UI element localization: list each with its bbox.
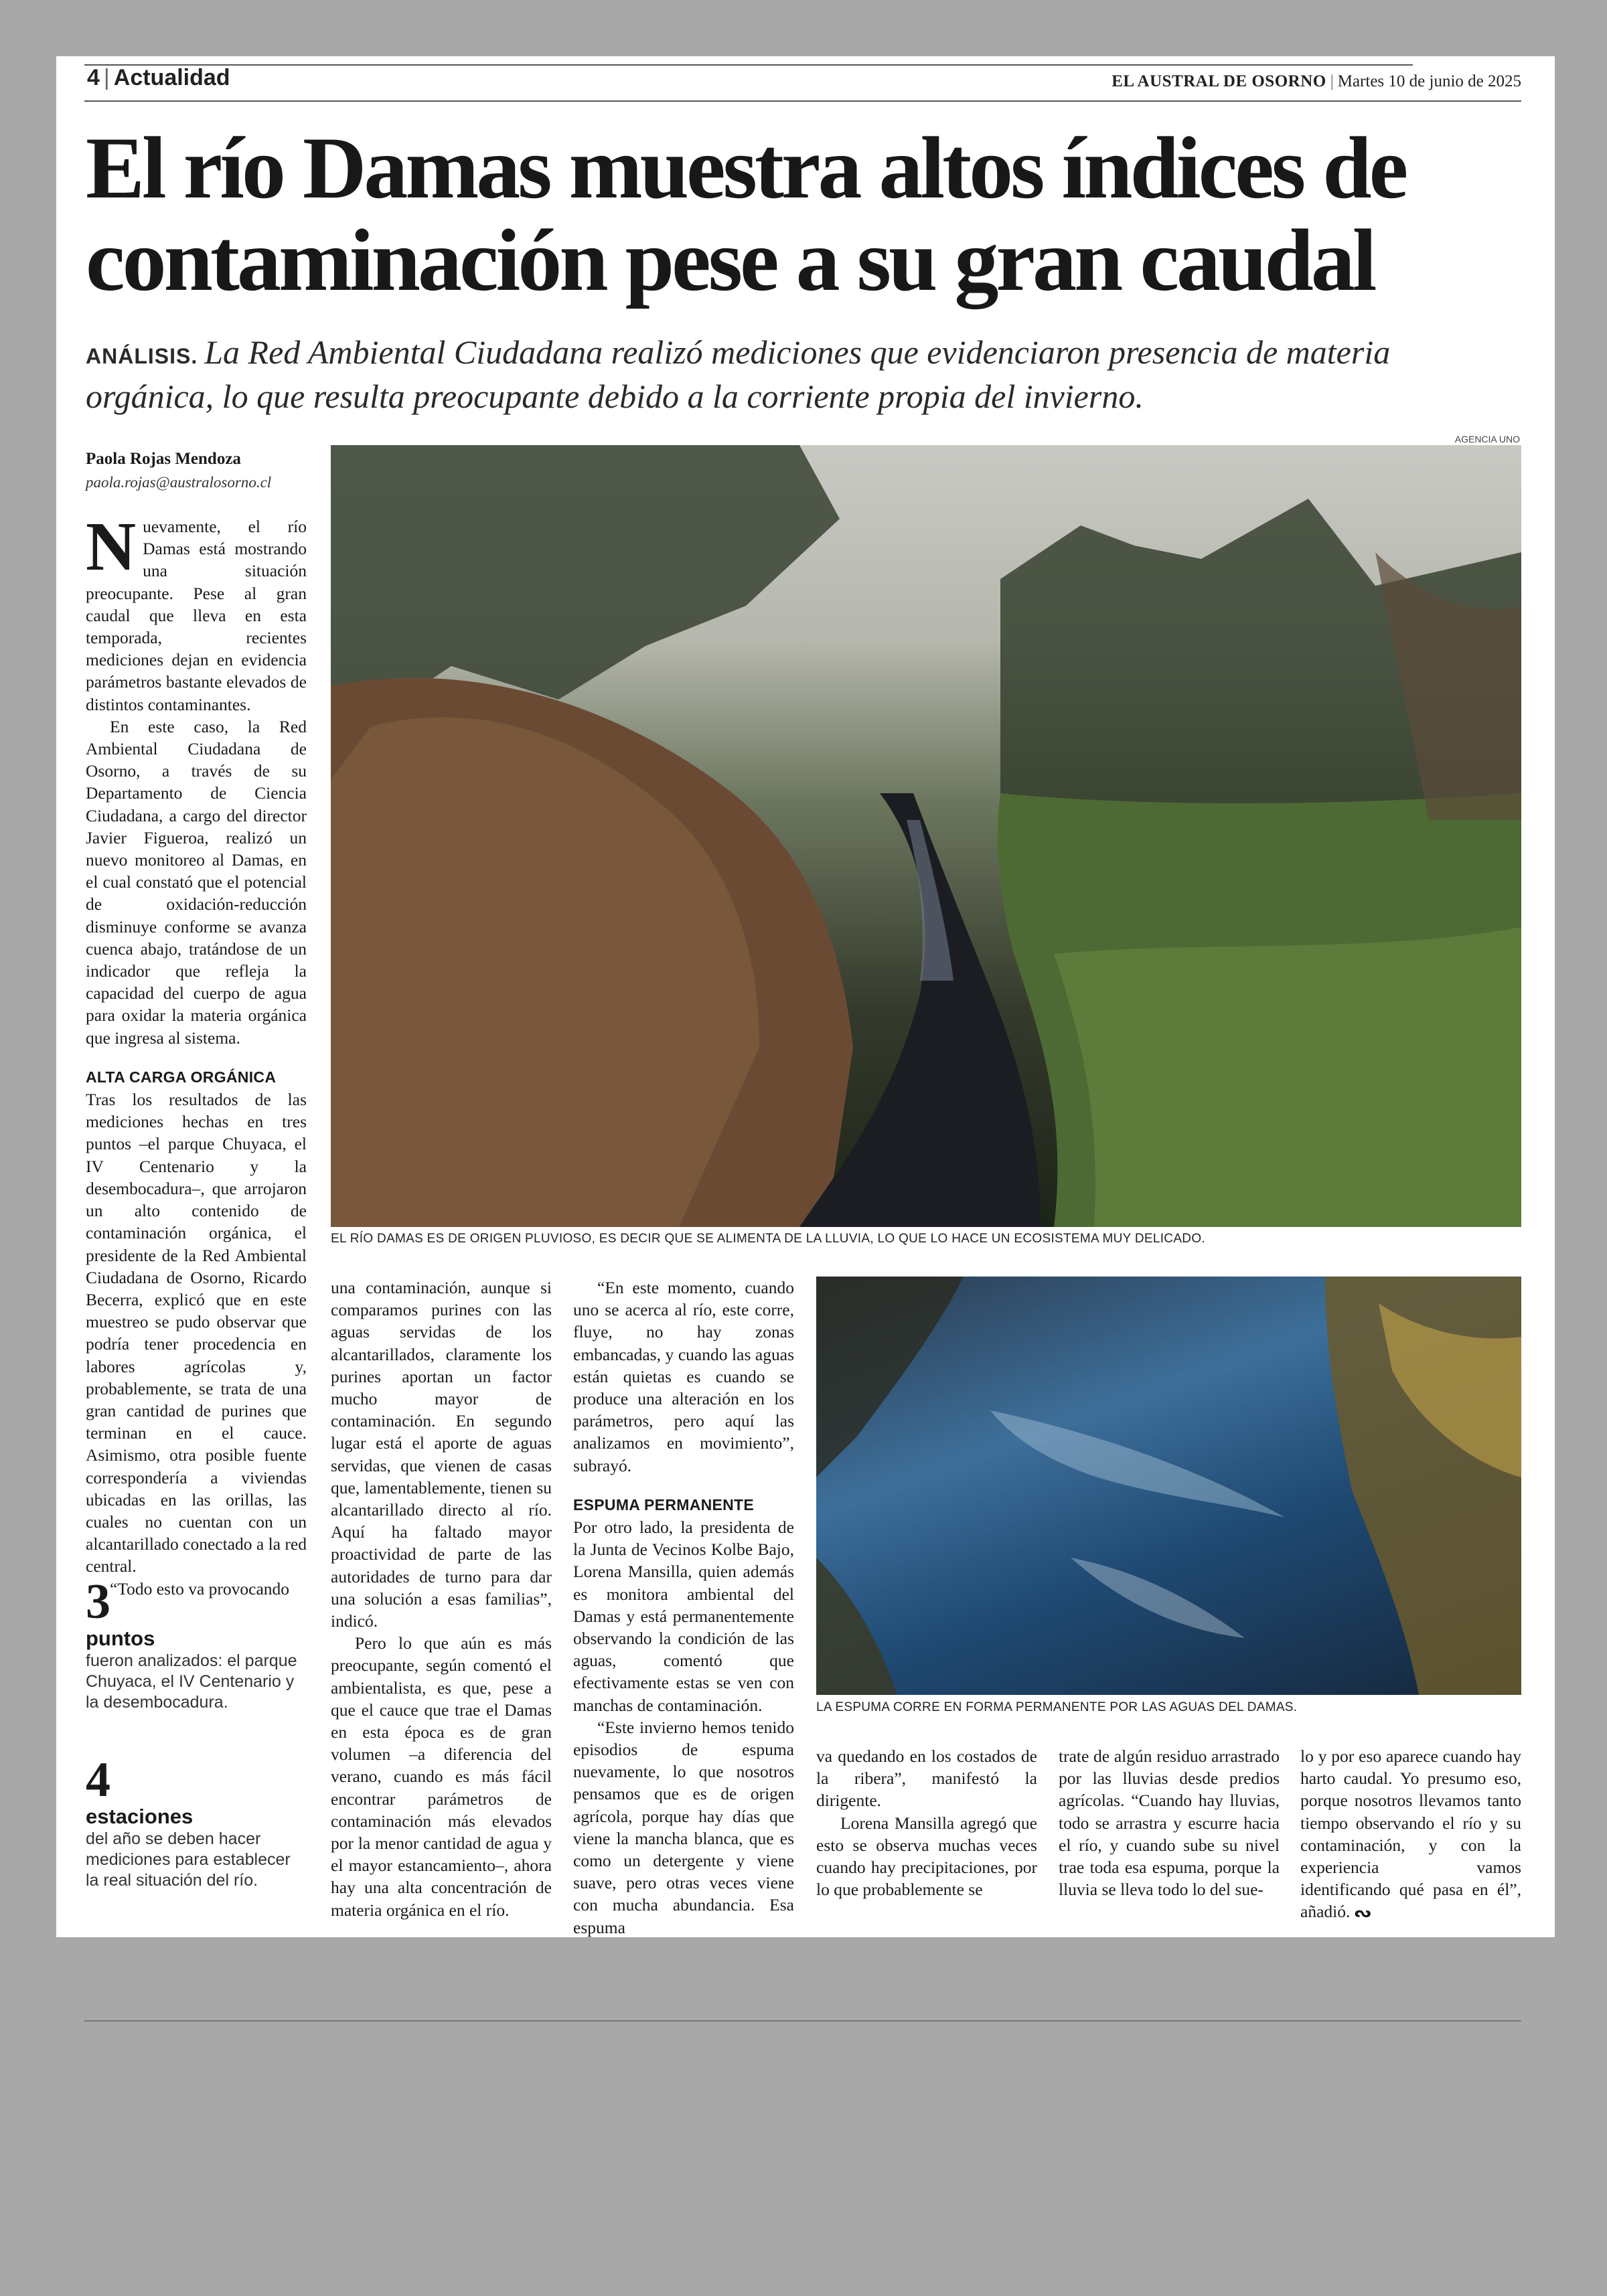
- bottom-rule: [84, 2020, 1521, 2022]
- page-header-left: 4 | Actualidad: [87, 65, 230, 90]
- drop-cap: N: [86, 508, 137, 585]
- col1-paragraph-1: uevamente, el río Damas está mostrando una situación preocupante. Pese al gran caudal que lleva en esta temporada, recientes mediciones dejan en evidencia parámetros bastante elevados de distintos contaminantes.: [86, 517, 307, 714]
- stat-number: 4: [86, 1752, 110, 1807]
- col3-paragraph-2: Por otro lado, la presidenta de la Junta de Vecinos Kolbe Bajo, Lorena Mansilla, quien además es monitora ambiental del Damas y está permanentemente observando la condición de las aguas, comentó que efectivamente estas se ven con manchas de contaminación.: [573, 1518, 794, 1715]
- page-header-right: EL AUSTRAL DE OSORNO | Martes 10 de junio de 2025: [1112, 72, 1521, 90]
- foam-illustration: [816, 1277, 1521, 1695]
- article-column-6: [1300, 1745, 1521, 1924]
- col1-paragraph-4: “Todo esto va provocando: [110, 1578, 290, 1598]
- article-column-1: [86, 508, 307, 1600]
- publication-date: Martes 10 de junio de 2025: [1337, 72, 1521, 90]
- stat-label: puntos: [86, 1627, 155, 1650]
- article-column-3: [573, 1277, 794, 1939]
- foam-photo: [816, 1277, 1521, 1695]
- subhead-espuma: ESPUMA PERMANENTE: [573, 1495, 755, 1513]
- col4-paragraph-2: Lorena Mansilla agregó que esto se observa muchas veces cuando hay precipitaciones, por lo que probablemente se: [816, 1813, 1037, 1900]
- col3-paragraph-1: “En este momento, cuando uno se acerca al río, este corre, fluye, no hay zonas embancadas, y cuando las aguas están quietas es cuando se produce una alteración en los parámetros, pero aquí las analizamos en movimiento”, subrayó.: [573, 1278, 794, 1475]
- deck-text: La Red Ambiental Ciudadana realizó mediciones que evidenciaron presencia de materia orgánica, lo que resulta preocupante debido a la corriente propia del invierno.: [86, 333, 1391, 415]
- river-illustration: [331, 445, 1521, 1227]
- publication-name: EL AUSTRAL DE OSORNO: [1112, 72, 1326, 90]
- headline: El río Damas muestra altos índices de contaminación pese a su gran caudal: [86, 118, 1406, 309]
- deck: [86, 332, 1505, 416]
- article-column-4: [816, 1745, 1037, 1900]
- stat-number: 3: [86, 1574, 110, 1629]
- header-rule: [84, 100, 1521, 102]
- byline: Paola Rojas Mendoza: [86, 450, 241, 468]
- end-mark: ᔓ: [1354, 1904, 1371, 1922]
- top-rule: [84, 64, 1413, 66]
- photo-credit: AGENCIA UNO: [1454, 434, 1520, 444]
- subhead-alta-carga: ALTA CARGA ORGÁNICA: [86, 1068, 277, 1086]
- col2-paragraph-2: Pero lo que aún es más preocupante, según comentó el ambientalista, es que, pese a que el cauce que trae el Damas en esta época es de gran volumen –a diferencia del verano, cuando es más fácil encontrar parámetros de contaminación más elevados por la menor cantidad de agua y el mayor estancamiento–, ahora hay una alta concentración de materia orgánica en el río.: [331, 1633, 552, 1920]
- photo-caption-2: LA ESPUMA CORRE EN FORMA PERMANENTE POR LAS AGUAS DEL DAMAS.: [816, 1700, 1298, 1714]
- river-photo: [331, 445, 1521, 1227]
- col1-paragraph-2: En este caso, la Red Ambiental Ciudadana de Osorno, a través de su Departamento de Ciencia Ciudadana, a cargo del director Javier Figueroa, realizó un nuevo monitoreo al Damas, en el cual constató que el potencial de oxidación-reducción disminuye conforme se avanza cuenca abajo, tratándose de un indicador que refleja la capacidad del cuerpo de agua para oxidar la materia orgánica que ingresa al sistema.: [86, 716, 307, 1048]
- stat-label: estaciones: [86, 1805, 194, 1828]
- section-name: Actualidad: [113, 65, 230, 90]
- stat-text: fueron analizados: el parque Chuyaca, el IV Centenario y la desembocadura.: [86, 1651, 297, 1712]
- stat-box-2: [86, 1752, 307, 1891]
- article-column-2: [331, 1277, 552, 1921]
- author-email[interactable]: paola.rojas@australosorno.cl: [86, 474, 272, 491]
- deck-kicker: ANÁLISIS.: [86, 344, 198, 368]
- photo-caption-1: EL RÍO DAMAS ES DE ORIGEN PLUVIOSO, ES DECIR QUE SE ALIMENTA DE LA LLUVIA, LO QUE LO HACE UN ECOSISTEMA MUY DELICADO.: [331, 1232, 1205, 1246]
- col4-paragraph-1: va quedando en los costados de la ribera”, manifestó la dirigente.: [816, 1746, 1037, 1811]
- col5-paragraph-1: trate de algún residuo arrastrado por las lluvias desde predios agrícolas. “Cuando hay lluvias, todo se arrastra y escurre hacia el río, y cuando sube su nivel trae toda esa espuma, porque la lluvia se lleva todo lo del sue-: [1059, 1746, 1280, 1900]
- col6-paragraph-1: lo y por eso aparece cuando hay harto caudal. Yo presumo eso, porque nosotros llevamos tanto tiempo observando el río y su contaminación, y con la experiencia vamos identificando qué pasa en él”, añadió.: [1300, 1746, 1521, 1922]
- article-column-5: [1059, 1745, 1280, 1900]
- col1-paragraph-3: Tras los resultados de las mediciones hechas en tres puntos –el parque Chuyaca, el IV Centenario y la desembocadura–, que arrojaron un alto contenido de contaminación orgánica, el presidente de la Red Ambiental Ciudadana de Osorno, Ricardo Becerra, explicó que en este muestreo se pudo observar que podría tener procedencia en labores agrícolas y, probablemente, se trata de una gran cantidad de purines que terminan en el cauce. Asimismo, otra posible fuente correspondería a viviendas ubicadas en las orillas, las cuales no cuentan con un alcantarillado conectado a la red central.: [86, 1090, 307, 1576]
- stat-text: del año se deben hacer mediciones para establecer la real situación del río.: [86, 1829, 291, 1890]
- stat-box-1: [86, 1574, 307, 1713]
- col2-paragraph-1: una contaminación, aunque si comparamos purines con las aguas servidas de los alcantarillados, claramente los purines aportan un factor mucho mayor de contaminación. En segundo lugar está el aporte de aguas servidas, que vienen de casas que, lamentablemente, tienen su alcantarillado directo al río. Aquí ha faltado mayor proactividad de parte de las autoridades de turno para dar una solución a esas familias”, indicó.: [331, 1278, 552, 1631]
- page-number: 4: [87, 65, 100, 90]
- col3-paragraph-3: “Este invierno hemos tenido episodios de espuma nuevamente, lo que nosotros pensamos que es de origen agrícola, porque hay días que viene la mancha blanca, que es como un detergente y viene suave, pero otras veces viene con mucha abundancia. Esa espuma: [573, 1717, 794, 1937]
